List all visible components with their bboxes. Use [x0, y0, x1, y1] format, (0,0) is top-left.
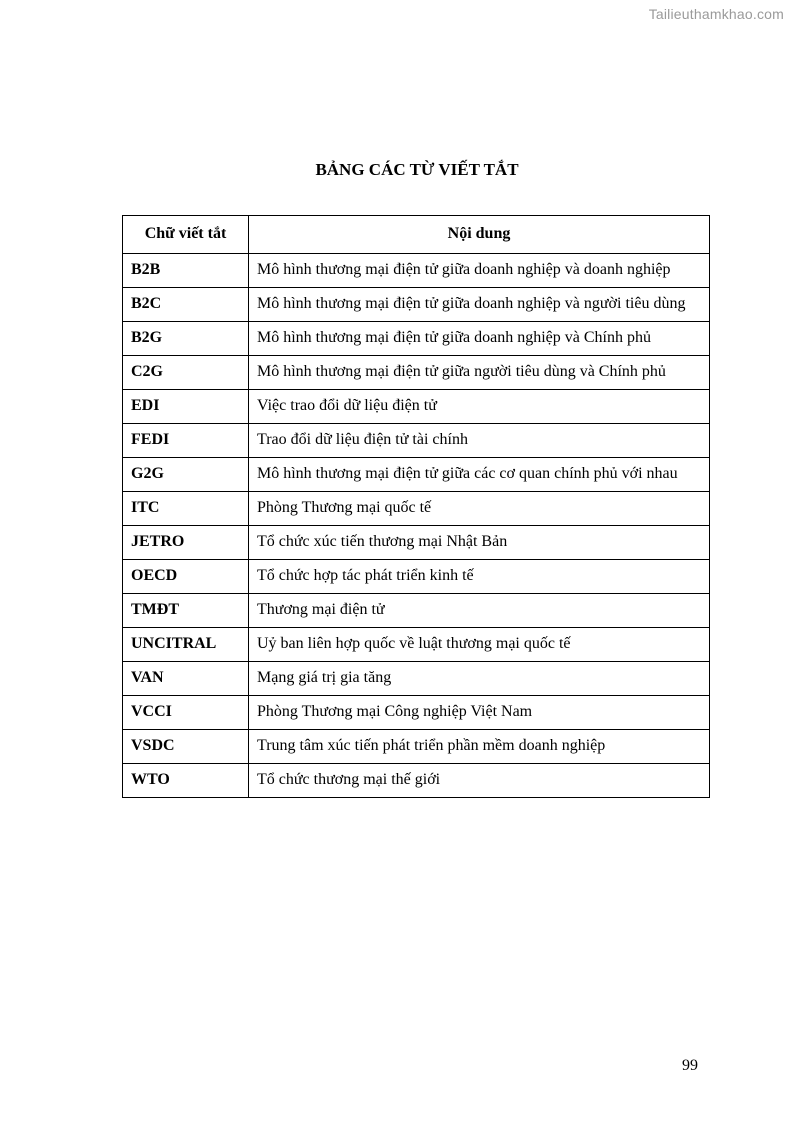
- table-row: [123, 764, 710, 798]
- description-cell: Trao đổi dữ liệu điện tử tài chính: [249, 424, 710, 458]
- column-header-content: Nội dung: [249, 216, 710, 254]
- page-title: BẢNG CÁC TỪ VIẾT TẮT: [315, 160, 519, 179]
- table-row: [123, 662, 710, 696]
- abbreviation-cell: OECD: [123, 560, 249, 594]
- description-cell: Tổ chức hợp tác phát triển kinh tế: [249, 560, 710, 594]
- abbreviation-cell: VCCI: [123, 696, 249, 730]
- abbreviation-cell: B2B: [123, 254, 249, 288]
- abbreviation-cell: UNCITRAL: [123, 628, 249, 662]
- table-row: [123, 288, 710, 322]
- description-cell: Mạng giá trị gia tăng: [249, 662, 710, 696]
- table-row: [123, 560, 710, 594]
- table-row: [123, 492, 710, 526]
- description-cell: Trung tâm xúc tiến phát triển phần mềm doanh nghiệp: [249, 730, 710, 764]
- description-cell: Phòng Thương mại Công nghiệp Việt Nam: [249, 696, 710, 730]
- description-cell: Mô hình thương mại điện tử giữa doanh nghiệp và doanh nghiệp: [249, 254, 710, 288]
- description-cell: Tổ chức thương mại thế giới: [249, 764, 710, 798]
- description-cell: Uỷ ban liên hợp quốc về luật thương mại quốc tế: [249, 628, 710, 662]
- abbreviation-cell: B2C: [123, 288, 249, 322]
- description-cell: Mô hình thương mại điện tử giữa doanh nghiệp và Chính phủ: [249, 322, 710, 356]
- table-row: [123, 696, 710, 730]
- table-row: [123, 322, 710, 356]
- table-row: [123, 594, 710, 628]
- abbreviation-cell: G2G: [123, 458, 249, 492]
- abbreviation-cell: FEDI: [123, 424, 249, 458]
- table-row: [123, 390, 710, 424]
- abbreviation-cell: VSDC: [123, 730, 249, 764]
- watermark-text: Tailieuthamkhao.com: [648, 6, 784, 22]
- abbreviation-cell: JETRO: [123, 526, 249, 560]
- table-row: [123, 526, 710, 560]
- page-number: 99: [682, 1057, 698, 1074]
- table-row: [123, 628, 710, 662]
- description-cell: Mô hình thương mại điện tử giữa người tiêu dùng và Chính phủ: [249, 356, 710, 390]
- abbreviation-cell: B2G: [123, 322, 249, 356]
- description-cell: Việc trao đổi dữ liệu điện tử: [249, 390, 710, 424]
- abbreviation-cell: VAN: [123, 662, 249, 696]
- abbreviation-cell: TMĐT: [123, 594, 249, 628]
- abbreviations-table: [122, 215, 710, 798]
- abbreviation-cell: ITC: [123, 492, 249, 526]
- description-cell: Tổ chức xúc tiến thương mại Nhật Bản: [249, 526, 710, 560]
- abbreviation-cell: EDI: [123, 390, 249, 424]
- description-cell: Phòng Thương mại quốc tế: [249, 492, 710, 526]
- table-row: [123, 730, 710, 764]
- abbreviation-cell: WTO: [123, 764, 249, 798]
- description-cell: Mô hình thương mại điện tử giữa các cơ quan chính phủ với nhau: [249, 458, 710, 492]
- table-row: [123, 424, 710, 458]
- description-cell: Mô hình thương mại điện tử giữa doanh nghiệp và người tiêu dùng: [249, 288, 710, 322]
- table-row: [123, 356, 710, 390]
- column-header-abbreviation: Chữ viết tắt: [123, 216, 249, 254]
- table-header-row: [123, 216, 710, 254]
- abbreviation-cell: C2G: [123, 356, 249, 390]
- table-row: [123, 254, 710, 288]
- description-cell: Thương mại điện tử: [249, 594, 710, 628]
- table-row: [123, 458, 710, 492]
